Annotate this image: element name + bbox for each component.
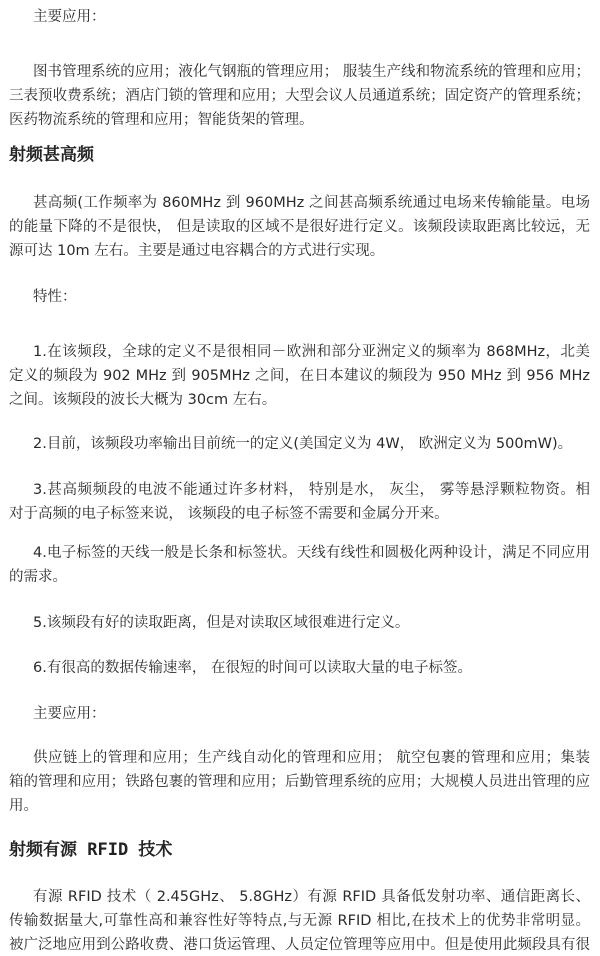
text-line: 用。: [9, 798, 38, 814]
text-line: 传输数据量大,可靠性高和兼容性好等特点,与无源 RFID 相比,在技术上的优势非常明显。: [9, 913, 590, 929]
text-line: 2.目前，该频段功率输出目前统一的定义(美国定义为 4W， 欧洲定义为 500mW)。: [33, 436, 573, 452]
text-line: 4.电子标签的天线一般是长条和标签状。天线有线性和圆极化两种设计，满足不同应用: [33, 545, 590, 561]
text-line: 主要应用：: [33, 9, 106, 25]
text-line: 被广泛地应用到公路收费、港口货运管理、人员定位管理等应用中。但是使用此频段具有很: [9, 937, 590, 953]
text-line: 6.有很高的数据传输速率， 在很短的时间可以读取大量的电子标签。: [33, 660, 472, 676]
text-line: 主要应用：: [33, 706, 106, 722]
text-line: 源可达 10m 左右。主要是通过电容耦合的方式进行实现。: [9, 243, 385, 259]
text-line: 的需求。: [9, 569, 67, 585]
text-line: 图书管理系统的应用；液化气钢瓶的管理应用； 服装生产线和物流系统的管理和应用；: [33, 64, 590, 80]
text-line: 1.在该频段，全球的定义不是很相同－欧洲和部分亚洲定义的频率为 868MHz，北美: [33, 344, 590, 360]
section-heading: 射频有源 RFID 技术: [9, 840, 173, 860]
text-line: 供应链上的管理和应用；生产线自动化的管理和应用； 航空包裹的管理和应用；集装: [33, 750, 590, 766]
text-line: 特性：: [33, 289, 77, 305]
text-line: 三表预收费系统；酒店门锁的管理和应用；大型会议人员通道系统；固定资产的管理系统；: [9, 88, 590, 104]
text-line: 的能量下降的不是很快， 但是读取的区域不是很好进行定义。该频段读取距离比较远，无: [9, 219, 590, 235]
text-line: 甚高频(工作频率为 860MHz 到 960MHz 之间甚高频系统通过电场来传输能量。电场: [33, 195, 590, 211]
text-line: 定义的频段为 902 MHz 到 905MHz 之间，在日本建议的频段为 950 MHz 到 956 MHz: [9, 368, 590, 384]
text-line: 5.该频段有好的读取距离，但是对读取区域很难进行定义。: [33, 615, 410, 631]
text-line: 箱的管理和应用；铁路包裹的管理和应用；后勤管理系统的应用；大规模人员进出管理的应: [9, 774, 590, 790]
section-heading: 射频甚高频: [9, 145, 94, 165]
text-line: 对于高频的电子标签来说， 该频段的电子标签不需要和金属分开来。: [9, 506, 449, 522]
text-line: 之间。该频段的波长大概为 30cm 左右。: [9, 392, 277, 408]
text-line: 医药物流系统的管理和应用；智能货架的管理。: [9, 112, 314, 128]
text-line: 3.甚高频频段的电波不能通过许多材料， 特别是水， 灰尘， 雾等悬浮颗粒物资。相: [33, 482, 590, 498]
text-line: 有源 RFID 技术（ 2.45GHz、 5.8GHz）有源 RFID 具备低发射功率、通信距离长、: [33, 889, 590, 905]
